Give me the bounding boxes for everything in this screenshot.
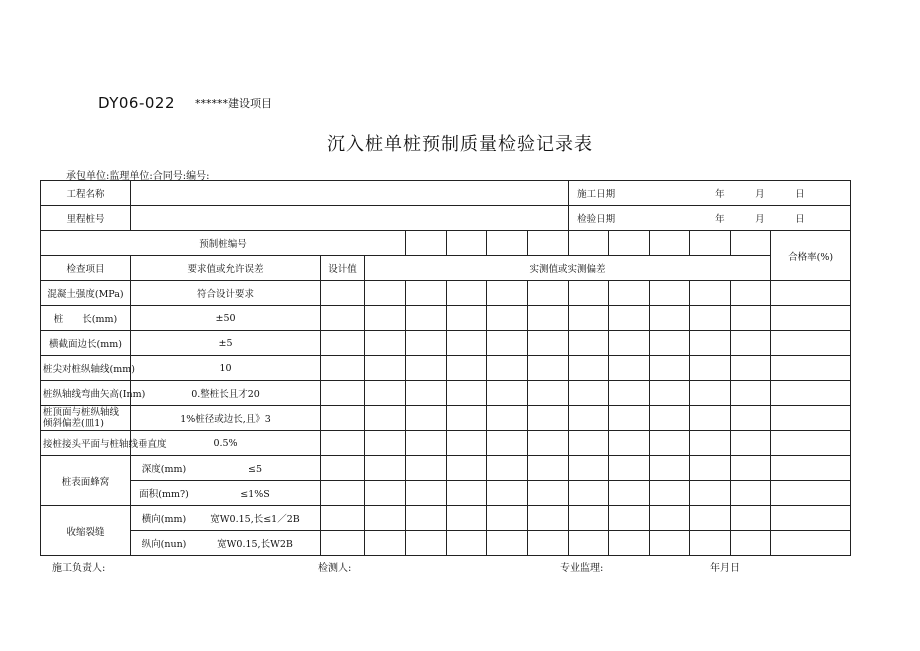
inspection-table xyxy=(40,180,851,556)
measured-cell[interactable] xyxy=(650,531,690,556)
measured-cell[interactable] xyxy=(528,456,569,481)
measured-cell[interactable] xyxy=(528,506,569,531)
measured-cell[interactable] xyxy=(731,381,771,406)
measured-cell[interactable] xyxy=(406,406,447,431)
measured-cell[interactable] xyxy=(731,481,771,506)
honeycomb-area-req: ≤1%S xyxy=(240,489,270,500)
measured-cell[interactable] xyxy=(487,456,528,481)
row-station xyxy=(41,206,851,231)
measured-cell[interactable] xyxy=(406,331,447,356)
measured-cell[interactable] xyxy=(690,331,731,356)
measured-cell[interactable] xyxy=(569,506,609,531)
measured-cell[interactable] xyxy=(690,381,731,406)
pile-no-cell[interactable] xyxy=(487,231,528,256)
measured-cell[interactable] xyxy=(609,406,650,431)
col-requirement-header: 要求值或允许误差 xyxy=(131,256,321,281)
honeycomb-area-cell xyxy=(131,481,321,506)
design-cell[interactable] xyxy=(321,356,365,381)
measured-cell[interactable] xyxy=(731,406,771,431)
design-cell[interactable] xyxy=(321,406,365,431)
col-item-header: 检查项目 xyxy=(41,256,131,281)
day-label: 日 xyxy=(795,214,805,225)
measured-cell[interactable] xyxy=(569,331,609,356)
year-label: 年 xyxy=(715,214,725,225)
pass-rate-cell[interactable] xyxy=(771,281,851,306)
construction-lead-label: 施工负责人: xyxy=(52,563,106,574)
measured-cell[interactable] xyxy=(569,356,609,381)
pass-rate-cell[interactable] xyxy=(771,306,851,331)
measured-cell[interactable] xyxy=(650,281,690,306)
measured-cell[interactable] xyxy=(731,431,771,456)
requirement-value: ±50 xyxy=(131,306,321,331)
inspector-label: 检测人: xyxy=(318,563,352,574)
measured-cell[interactable] xyxy=(569,281,609,306)
pass-rate-label: 合格率(%) xyxy=(771,231,851,281)
measured-cell[interactable] xyxy=(609,306,650,331)
check-item-label: 桩 长(mm) xyxy=(41,306,131,331)
pass-rate-cell[interactable] xyxy=(771,531,851,556)
measured-cell[interactable] xyxy=(406,381,447,406)
form-code: DY06-022 xyxy=(98,94,176,112)
requirement-value: 0.整桩长且才20 xyxy=(131,381,321,406)
design-cell[interactable] xyxy=(321,381,365,406)
measured-cell[interactable] xyxy=(528,331,569,356)
pile-no-cell[interactable] xyxy=(528,231,569,256)
pass-rate-cell[interactable] xyxy=(771,431,851,456)
station-label: 里程桩号 xyxy=(41,206,131,231)
measured-cell[interactable] xyxy=(487,331,528,356)
measured-cell[interactable] xyxy=(690,506,731,531)
measured-cell[interactable] xyxy=(406,281,447,306)
measured-cell[interactable] xyxy=(650,506,690,531)
measured-cell[interactable] xyxy=(609,456,650,481)
row-pile-numbers xyxy=(41,231,851,256)
design-cell[interactable] xyxy=(321,431,365,456)
project-name-label: 工程名称 xyxy=(41,181,131,206)
check-rows xyxy=(41,281,851,456)
pass-rate-cell[interactable] xyxy=(771,406,851,431)
crack-transverse-label: 横向(mm) xyxy=(141,514,187,525)
measured-cell[interactable] xyxy=(690,406,731,431)
check-item-label: 桩纵轴线弯曲矢高(Inm) xyxy=(41,381,131,406)
measured-cell[interactable] xyxy=(650,456,690,481)
measured-cell[interactable] xyxy=(406,431,447,456)
measured-cell[interactable] xyxy=(569,431,609,456)
table-row xyxy=(41,306,851,331)
measured-cell[interactable] xyxy=(365,356,406,381)
measured-cell[interactable] xyxy=(609,381,650,406)
measured-cell[interactable] xyxy=(609,356,650,381)
measured-cell[interactable] xyxy=(609,431,650,456)
check-item-label: 横截面边长(mm) xyxy=(41,331,131,356)
measured-cell[interactable] xyxy=(528,481,569,506)
pile-no-cell[interactable] xyxy=(690,231,731,256)
project-name-value[interactable] xyxy=(131,181,569,206)
day-label: 日 xyxy=(795,189,805,200)
measured-cell[interactable] xyxy=(487,281,528,306)
requirement-value: 10 xyxy=(131,356,321,381)
crack-longitudinal-label: 纵向(nun) xyxy=(141,539,187,550)
month-label: 月 xyxy=(755,189,765,200)
measured-cell[interactable] xyxy=(365,531,406,556)
measured-cell[interactable] xyxy=(447,356,487,381)
measured-cell[interactable] xyxy=(447,331,487,356)
crack-longitudinal-req: 宽W0.15,长W2B xyxy=(217,539,293,550)
measured-cell[interactable] xyxy=(609,481,650,506)
crack-transverse-cell xyxy=(131,506,321,531)
row-column-headers xyxy=(41,256,851,281)
pass-rate-cell[interactable] xyxy=(771,356,851,381)
col-design-header: 设计值 xyxy=(321,256,365,281)
measured-cell[interactable] xyxy=(447,306,487,331)
measured-cell[interactable] xyxy=(690,431,731,456)
table-row xyxy=(41,506,851,531)
measured-cell[interactable] xyxy=(487,481,528,506)
measured-cell[interactable] xyxy=(731,281,771,306)
pile-no-cell[interactable] xyxy=(650,231,690,256)
measured-cell[interactable] xyxy=(365,456,406,481)
measured-cell[interactable] xyxy=(487,356,528,381)
measured-cell[interactable] xyxy=(365,281,406,306)
measured-cell[interactable] xyxy=(690,456,731,481)
measured-cell[interactable] xyxy=(447,456,487,481)
measured-cell[interactable] xyxy=(487,306,528,331)
measured-cell[interactable] xyxy=(447,281,487,306)
measured-cell[interactable] xyxy=(609,506,650,531)
honeycomb-depth-cell xyxy=(131,456,321,481)
measured-cell[interactable] xyxy=(690,356,731,381)
table-row xyxy=(41,331,851,356)
construction-date-label: 施工日期 xyxy=(577,189,616,200)
measured-cell[interactable] xyxy=(731,356,771,381)
table-row xyxy=(41,531,851,556)
table-row xyxy=(41,431,851,456)
measured-cell[interactable] xyxy=(406,531,447,556)
measured-cell[interactable] xyxy=(609,531,650,556)
measured-cell[interactable] xyxy=(569,456,609,481)
supervisor-label: 专业监理: xyxy=(560,563,604,574)
measured-cell[interactable] xyxy=(528,381,569,406)
honeycomb-area-label: 面积(mm?) xyxy=(139,489,189,500)
check-item-label: 桩顶面与桩纵轴线倾斜偏差(皿1) xyxy=(41,406,131,431)
measured-cell[interactable] xyxy=(447,481,487,506)
pile-no-cell[interactable] xyxy=(609,231,650,256)
requirement-value: 0.5% xyxy=(131,431,321,456)
pass-rate-cell[interactable] xyxy=(771,331,851,356)
check-item-label: 混凝土强度(MPa) xyxy=(41,281,131,306)
measured-cell[interactable] xyxy=(487,406,528,431)
pass-rate-cell[interactable] xyxy=(771,506,851,531)
pile-no-cell[interactable] xyxy=(406,231,447,256)
measured-cell[interactable] xyxy=(569,406,609,431)
measured-cell[interactable] xyxy=(650,331,690,356)
measured-cell[interactable] xyxy=(365,431,406,456)
measured-cell[interactable] xyxy=(731,531,771,556)
design-cell[interactable] xyxy=(321,481,365,506)
measured-cell[interactable] xyxy=(406,481,447,506)
measured-cell[interactable] xyxy=(690,306,731,331)
measured-cell[interactable] xyxy=(650,431,690,456)
measured-cell[interactable] xyxy=(528,281,569,306)
measured-cell[interactable] xyxy=(487,531,528,556)
design-cell[interactable] xyxy=(321,531,365,556)
measured-cell[interactable] xyxy=(690,531,731,556)
measured-cell[interactable] xyxy=(528,406,569,431)
pile-no-label: 预制桩编号 xyxy=(41,231,406,256)
measured-cell[interactable] xyxy=(609,281,650,306)
measured-cell[interactable] xyxy=(406,506,447,531)
measured-cell[interactable] xyxy=(447,506,487,531)
measured-cell[interactable] xyxy=(731,306,771,331)
measured-cell[interactable] xyxy=(569,481,609,506)
crack-longitudinal-cell xyxy=(131,531,321,556)
measured-cell[interactable] xyxy=(650,356,690,381)
table-row xyxy=(41,406,851,431)
measured-cell[interactable] xyxy=(487,381,528,406)
measured-cell[interactable] xyxy=(365,506,406,531)
inspection-date-cell[interactable] xyxy=(569,206,851,231)
pass-rate-cell[interactable] xyxy=(771,456,851,481)
measured-cell[interactable] xyxy=(447,431,487,456)
requirement-value: 符合设计要求 xyxy=(131,281,321,306)
pass-rate-cell[interactable] xyxy=(771,381,851,406)
measured-cell[interactable] xyxy=(528,431,569,456)
measured-cell[interactable] xyxy=(528,306,569,331)
measured-cell[interactable] xyxy=(650,481,690,506)
honeycomb-depth-label: 深度(mm) xyxy=(141,464,187,475)
design-cell[interactable] xyxy=(321,281,365,306)
measured-cell[interactable] xyxy=(487,506,528,531)
measured-cell[interactable] xyxy=(731,456,771,481)
measured-cell[interactable] xyxy=(569,306,609,331)
measured-cell[interactable] xyxy=(365,381,406,406)
col-measured-header: 实测值或实测偏差 xyxy=(365,256,771,281)
pile-no-cell[interactable] xyxy=(569,231,609,256)
row-project-name xyxy=(41,181,851,206)
measured-cell[interactable] xyxy=(690,481,731,506)
measured-cell[interactable] xyxy=(447,381,487,406)
measured-cell[interactable] xyxy=(406,356,447,381)
page-title: 沉入桩单桩预制质量检验记录表 xyxy=(327,134,593,155)
measured-cell[interactable] xyxy=(528,356,569,381)
measured-cell[interactable] xyxy=(487,431,528,456)
pile-no-cell[interactable] xyxy=(731,231,771,256)
pile-no-cell[interactable] xyxy=(447,231,487,256)
measured-cell[interactable] xyxy=(528,531,569,556)
honeycomb-label: 桩表面蜂窝 xyxy=(41,456,131,506)
design-cell[interactable] xyxy=(321,506,365,531)
measured-cell[interactable] xyxy=(365,406,406,431)
table-row xyxy=(41,356,851,381)
date-label: 年月日 xyxy=(710,563,740,574)
measured-cell[interactable] xyxy=(447,531,487,556)
measured-cell[interactable] xyxy=(365,481,406,506)
honeycomb-depth-req: ≤5 xyxy=(248,464,263,475)
year-label: 年 xyxy=(715,189,725,200)
measured-cell[interactable] xyxy=(731,331,771,356)
design-cell[interactable] xyxy=(321,456,365,481)
measured-cell[interactable] xyxy=(365,331,406,356)
pass-rate-cell[interactable] xyxy=(771,481,851,506)
construction-date-cell[interactable] xyxy=(569,181,851,206)
measured-cell[interactable] xyxy=(569,381,609,406)
requirement-value: ±5 xyxy=(131,331,321,356)
table-row xyxy=(41,281,851,306)
project-name: ******建设项目 xyxy=(195,97,272,110)
design-cell[interactable] xyxy=(321,306,365,331)
measured-cell[interactable] xyxy=(650,381,690,406)
measured-cell[interactable] xyxy=(609,331,650,356)
measured-cell[interactable] xyxy=(406,306,447,331)
table-row xyxy=(41,481,851,506)
requirement-value: 1%桩径或边长,且》3 xyxy=(131,406,321,431)
month-label: 月 xyxy=(755,214,765,225)
measured-cell[interactable] xyxy=(650,406,690,431)
measured-cell[interactable] xyxy=(447,406,487,431)
meta-line: 承包单位:监理单位:合同号:编号: xyxy=(66,171,210,182)
measured-cell[interactable] xyxy=(650,306,690,331)
inspection-date-label: 检验日期 xyxy=(577,214,616,225)
crack-label: 收缩裂缝 xyxy=(41,506,131,556)
station-value[interactable] xyxy=(131,206,569,231)
check-item-label: 桩尖对桩纵轴线(mm) xyxy=(41,356,131,381)
measured-cell[interactable] xyxy=(690,281,731,306)
check-item-label: 接桩接头平面与桩轴线垂直度 xyxy=(41,431,131,456)
table-row xyxy=(41,456,851,481)
design-cell[interactable] xyxy=(321,331,365,356)
table-row xyxy=(41,381,851,406)
measured-cell[interactable] xyxy=(365,306,406,331)
measured-cell[interactable] xyxy=(406,456,447,481)
crack-transverse-req: 宽W0.15,长≤1／2B xyxy=(210,514,300,525)
measured-cell[interactable] xyxy=(569,531,609,556)
measured-cell[interactable] xyxy=(731,506,771,531)
